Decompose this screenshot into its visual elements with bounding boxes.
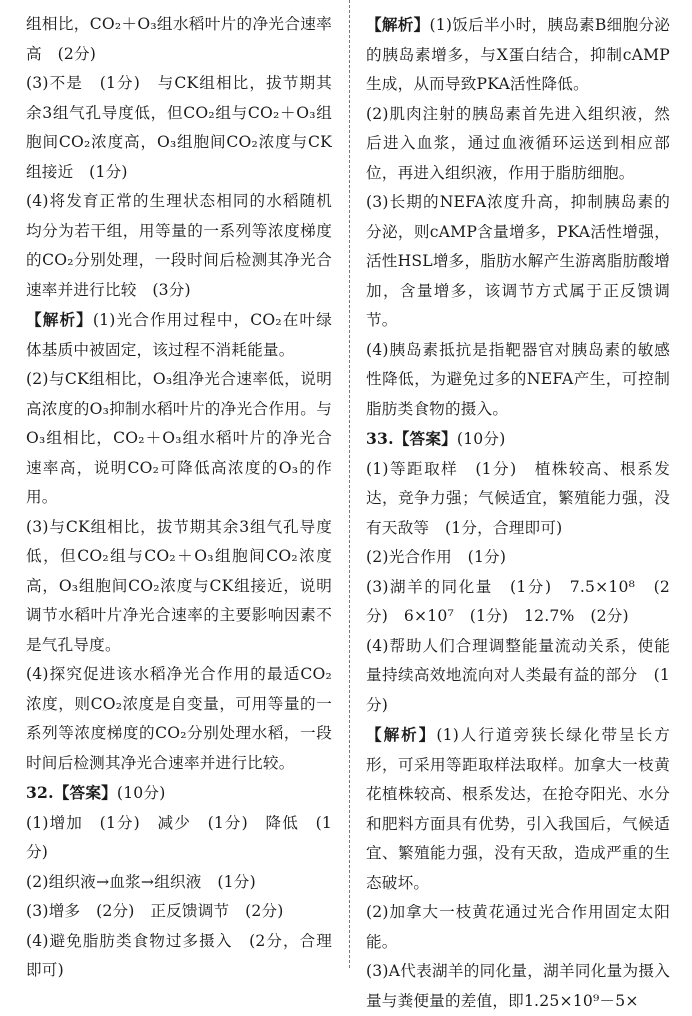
- analysis-paragraph: 【解析】(1)饭后半小时，胰岛素B细胞分泌的胰岛素增多，与X蛋白结合，抑制cAMP生成，从而导致PKA活性降低。: [366, 15, 670, 93]
- answer-line: (4)帮助人们合理调整能量流动关系，使能量持续高效地流向对人类最有益的部分 (1分): [366, 636, 670, 714]
- analysis-paragraph: (2)与CK组相比，O₃组净光合速率低，说明高浓度的O₃抑制水稻叶片的净光合作用。与O₃组相比，CO₂＋O₃组水稻叶片的净光合速率高，说明CO₂可降低高浓度的O₃的作用。: [26, 370, 332, 506]
- analysis-paragraph: (3)A代表湖羊的同化量，湖羊同化量为摄入量与粪便量的差值，即1.25×10⁹－5×: [366, 962, 670, 1010]
- analysis-paragraph: (2)肌肉注射的胰岛素首先进入组织液，然后进入血浆，通过血液循环运送到相应部位，再进入组织液，作用于脂肪细胞。: [366, 104, 670, 182]
- answer-line: 组相比，CO₂＋O₃组水稻叶片的净光合速率高 (2分): [26, 15, 332, 63]
- left-column: [26, 10, 332, 986]
- answer-line: (4)避免脂肪类食物过多摄入 (2分，合理即可): [26, 931, 332, 979]
- right-column: [366, 10, 670, 1016]
- answer-line: (3)增多 (2分) 正反馈调节 (2分): [26, 902, 284, 920]
- question-heading: 33.【答案】(10分): [366, 429, 506, 448]
- answer-line: (3)不是 (1分) 与CK组相比，拔节期其余3组气孔导度低，但CO₂组与CO₂＋O₃组胞间CO₂浓度高，O₃组胞间CO₂浓度与CK组接近 (1分): [26, 74, 332, 181]
- analysis-paragraph: 【解析】(1)人行道旁狭长绿化带呈长方形，可采用等距取样法取样。加拿大一枝黄花植株较高、根系发达，在抢夺阳光、水分和肥料方面具有优势，引入我国后，气候适宜、繁殖能力强，没有天敌，造成严重的生态破坏。: [366, 725, 670, 892]
- analysis-label: 【解析】: [366, 15, 430, 34]
- analysis-paragraph: (3)与CK组相比，拔节期其余3组气孔导度低，但CO₂组与CO₂＋O₃组胞间CO₂浓度高，O₃组胞间CO₂浓度与CK组接近，说明调节水稻叶片净光合速率的主要影响因素不是气孔导度。: [26, 517, 332, 654]
- analysis-paragraph: (4)探究促进该水稻净光合作用的最适CO₂浓度，则CO₂浓度是自变量，可用等量的一系列等浓度梯度的CO₂分别处理水稻，一段时间后检测其净光合速率并进行比较。: [26, 665, 332, 772]
- analysis-label: 【解析】: [366, 725, 437, 744]
- analysis-paragraph: (4)胰岛素抵抗是指靶器官对胰岛素的敏感性降低，为避免过多的NEFA产生，可控制脂肪类食物的摄入。: [366, 340, 670, 418]
- answer-line: (2)光合作用 (1分): [366, 548, 507, 566]
- analysis-paragraph: (3)长期的NEFA浓度升高，抑制胰岛素的分泌，则cAMP含量增多，PKA活性增强，活性HSL增多，脂肪水解产生游离脂肪酸增加，含量增多，该调节方式属于正反馈调节。: [366, 193, 670, 329]
- answer-line: (4)将发育正常的生理状态相同的水稻随机均分为若干组，用等量的一系列等浓度梯度的CO₂分别处理，一段时间后检测其净光合速率并进行比较 (3分): [26, 192, 332, 299]
- answer-label: 33.【答案】: [366, 429, 457, 448]
- question-heading: 32.【答案】(10分): [26, 783, 166, 802]
- answer-line: (2)组织液→血浆→组织液 (1分): [26, 872, 256, 891]
- answer-line: (1)等距取样 (1分) 植株较高、根系发达，竞争力强；气候适宜，繁殖能力强，没有天敌等 (1分，合理即可): [366, 459, 670, 537]
- analysis-paragraph: 【解析】(1)光合作用过程中，CO₂在叶绿体基质中被固定，该过程不消耗能量。: [26, 310, 332, 359]
- analysis-paragraph: (2)加拿大一枝黄花通过光合作用固定太阳能。: [366, 903, 670, 951]
- answer-line: (3)湖羊的同化量 (1分) 7.5×10⁸ (2分) 6×10⁷ (1分) 12.7% (2分): [366, 577, 670, 625]
- answer-label: 32.【答案】: [26, 783, 117, 802]
- column-divider: [349, 0, 350, 968]
- analysis-label: 【解析】: [26, 310, 93, 329]
- answer-line: (1)增加 (1分) 减少 (1分) 降低 (1分): [26, 813, 332, 861]
